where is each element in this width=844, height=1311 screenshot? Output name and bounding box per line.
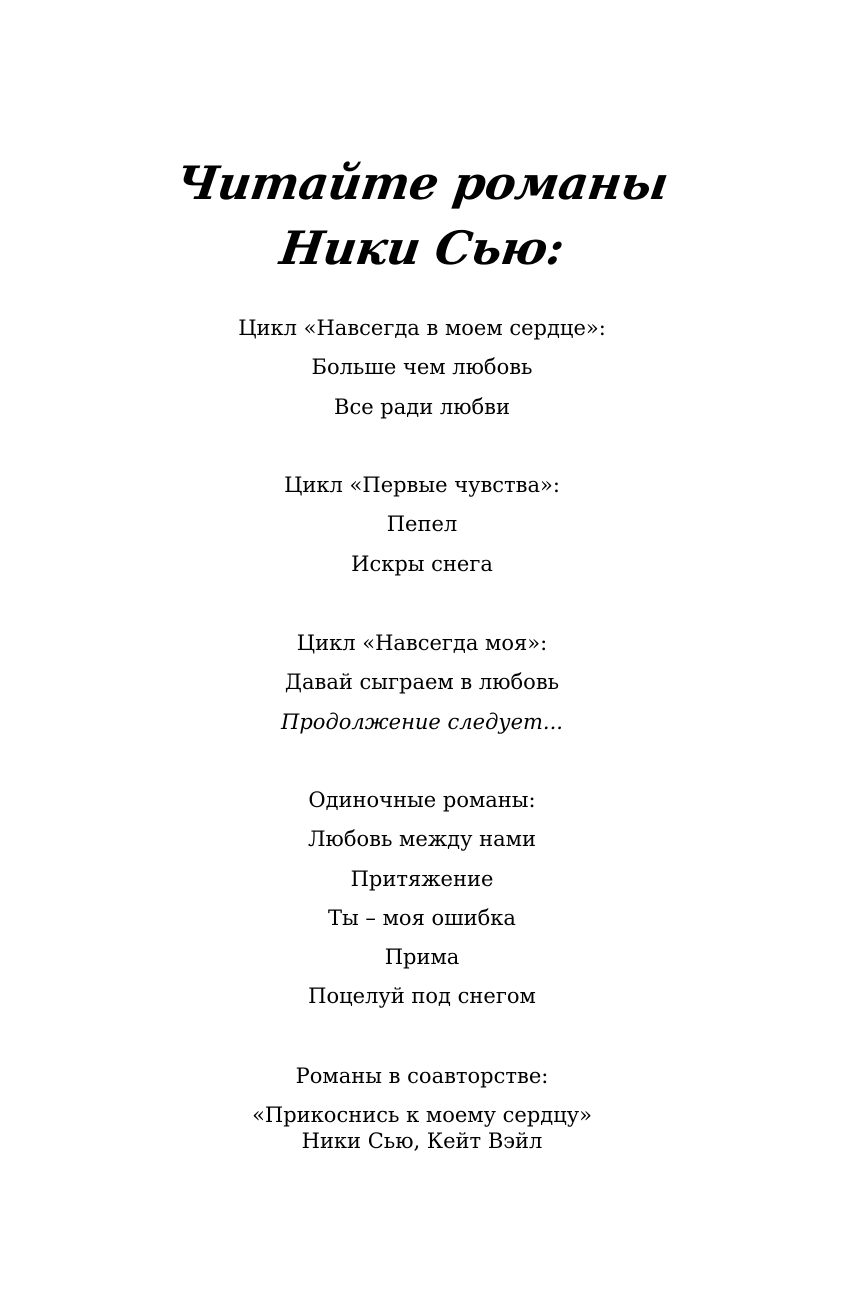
section-title-standalone-novels: Одиночные романы: — [308, 788, 536, 812]
book-title: Притяжение — [350, 867, 494, 891]
book-title: Поцелуй под снегом — [308, 984, 536, 1008]
section-title-series-forever-mine: Цикл «Навсегда моя»: — [296, 631, 548, 655]
book-title: Пепел — [386, 512, 458, 536]
book-title: Ты – моя ошибка — [328, 906, 516, 930]
section-title-series-forever-in-heart: Цикл «Навсегда в моем сердце»: — [238, 316, 606, 340]
book-title: Давай сыграем в любовь — [284, 670, 560, 694]
page-heading-line-1: Читайте романы — [172, 156, 672, 210]
section-title-series-first-feelings: Цикл «Первые чувства»: — [284, 473, 560, 497]
book-title: Искры снега — [351, 552, 493, 576]
book-title: «Прикоснись к моему сердцу» — [252, 1103, 592, 1127]
section-title-co-authored-novels: Романы в соавторстве: — [295, 1064, 549, 1088]
book-authors: Ники Сью, Кейт Вэйл — [301, 1129, 543, 1153]
book-title: Больше чем любовь — [311, 355, 533, 379]
book-title: Прима — [384, 945, 460, 969]
page-heading-line-2: Ники Сью: — [276, 221, 568, 275]
continuation-note: Продолжение следует... — [281, 710, 563, 734]
book-title: Все ради любви — [334, 395, 510, 419]
book-title: Любовь между нами — [308, 827, 536, 851]
